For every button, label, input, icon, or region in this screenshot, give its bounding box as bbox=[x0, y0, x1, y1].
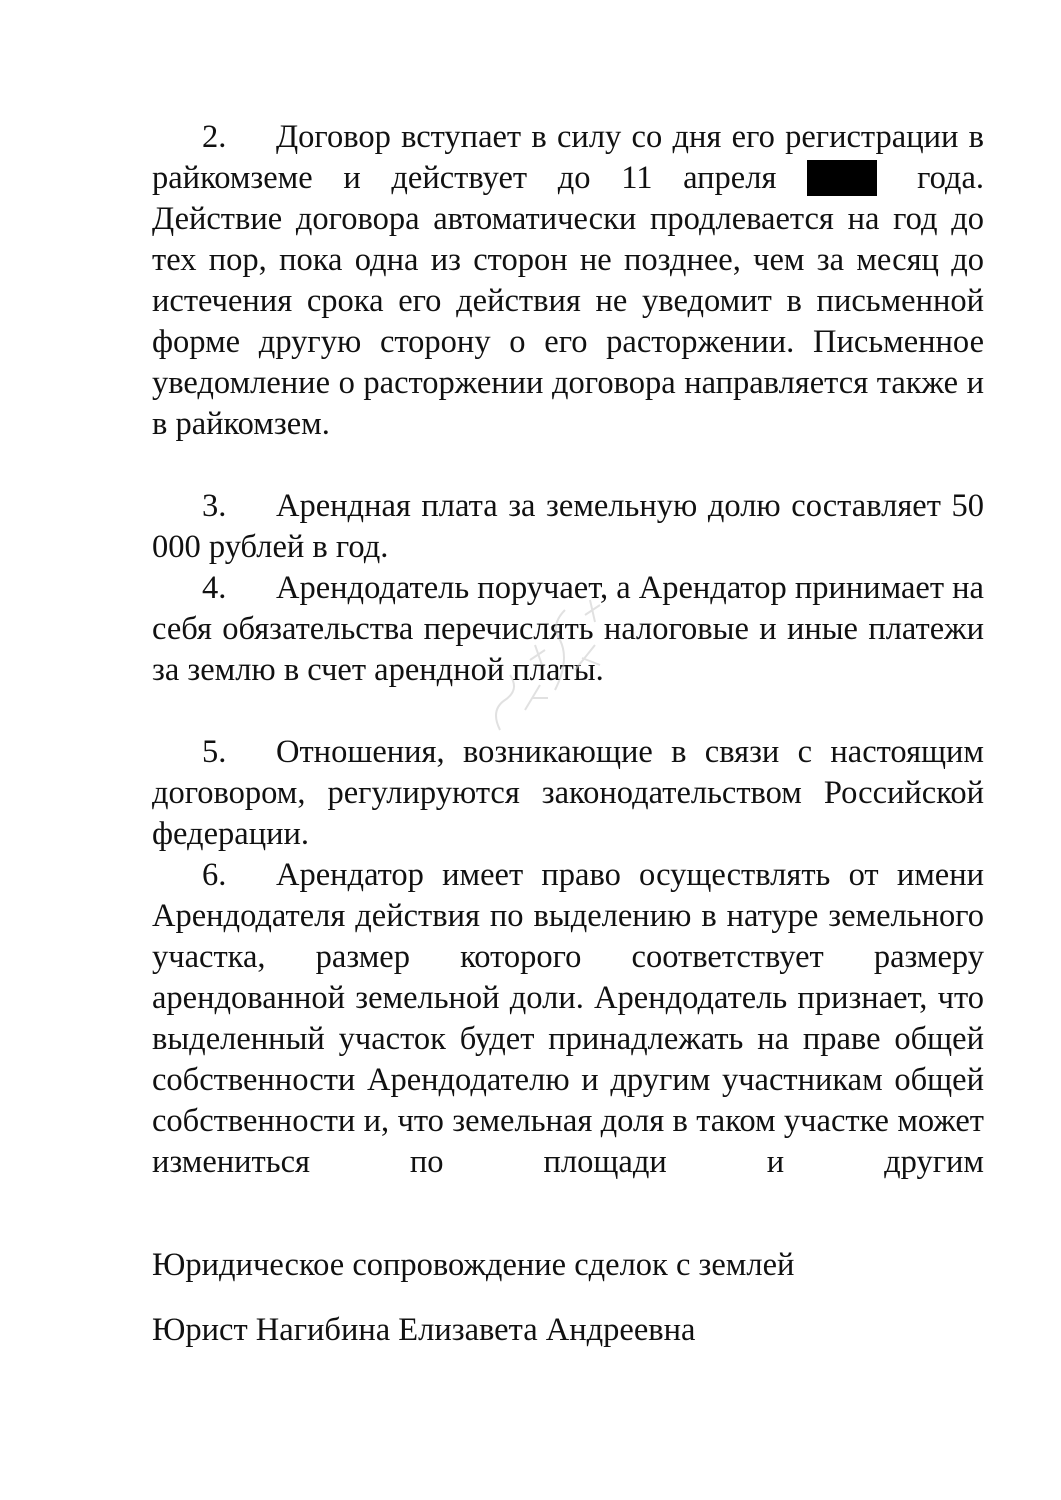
paragraph-text-after-redaction: года. Действие договора автоматически продлевается на год до тех пор, пока одна из сторон не позднее, чем за месяц до истечения срока его действия не уведомит в письменной форме другую сторону о его расторжении. Письменное уведомление о расторжении договора направляется также и в райкомзем. bbox=[152, 160, 985, 442]
paragraph-text: Арендная плата за земельную долю составляет 50 000 рублей в год. bbox=[152, 488, 984, 565]
redaction-box bbox=[807, 160, 877, 196]
footer-service-line: Юридическое сопровождение сделок с землей bbox=[152, 1247, 795, 1283]
paragraph-6 bbox=[152, 855, 984, 1183]
paragraph-text-before-redaction: Договор вступает в силу со дня его регистрации в райкомземе и действует до 11 апреля bbox=[152, 119, 984, 196]
paragraph-number: 2. bbox=[202, 119, 227, 155]
paragraph-2 bbox=[152, 117, 984, 445]
paragraph-text: Арендатор имеет право осуществлять от имени Арендодателя действия по выделению в натуре земельного участка, размер которого соответствует размеру арендованной земельной доли. Арендодатель признает, что выделенный участок будет принадлежать на праве общей собственности Арендодателю и другим участникам общей собственности и, что земельная доля в таком участке может измениться по площади и другим bbox=[152, 857, 984, 1180]
paragraph-text: Арендодатель поручает, а Арендатор принимает на себя обязательства перечислять налоговые и иные платежи за землю в счет арендной платы. bbox=[152, 570, 984, 688]
watermark-mark bbox=[470, 590, 620, 750]
footer-lawyer-line: Юрист Нагибина Елизавета Андреевна bbox=[152, 1312, 696, 1348]
paragraph-5 bbox=[152, 732, 984, 855]
paragraph-3 bbox=[152, 486, 984, 568]
paragraph-number: 5. bbox=[202, 734, 227, 770]
paragraph-number: 6. bbox=[202, 857, 227, 893]
paragraph-number: 4. bbox=[202, 570, 227, 606]
paragraph-text: Отношения, возникающие в связи с настоящим договором, регулируются законодательством Российской федерации. bbox=[152, 734, 984, 852]
paragraph-number: 3. bbox=[202, 488, 227, 524]
